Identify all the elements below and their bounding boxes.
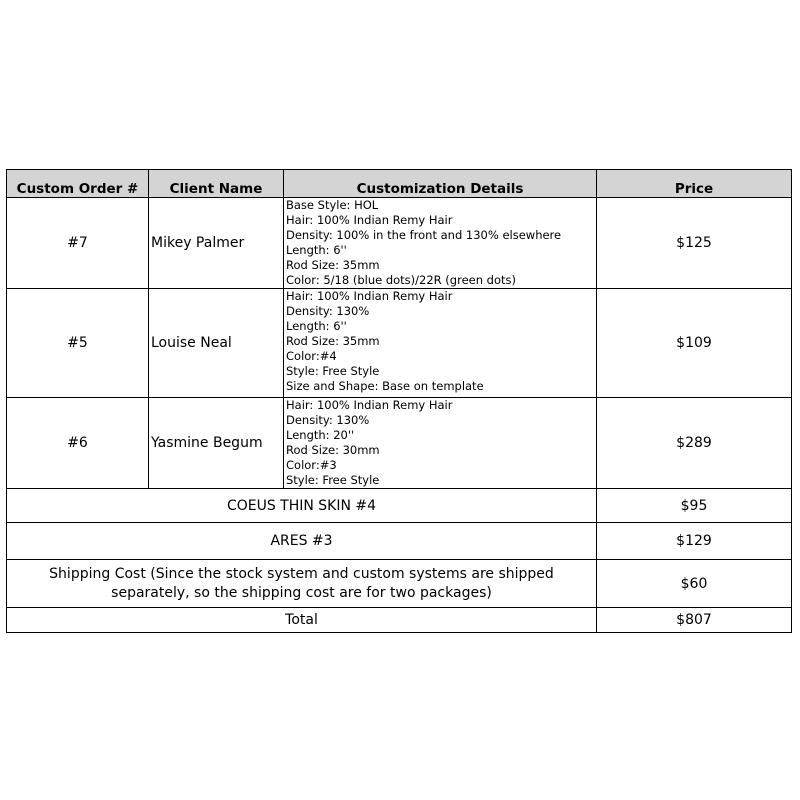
total-price: $807: [597, 608, 792, 633]
detail-line: Density: 130%: [286, 413, 370, 427]
detail-line: Style: Free Style: [286, 473, 380, 487]
detail-line: Rod Size: 35mm: [286, 334, 380, 348]
client-name: Louise Neal: [149, 289, 284, 398]
table-row: [7, 198, 792, 289]
detail-line: Base Style: HOL: [286, 198, 379, 212]
detail-line: Color:#3: [286, 458, 337, 472]
price-cell: $129: [597, 523, 792, 560]
shipping-cost-label: Shipping Cost (Since the stock system and custom systems are shipped separately, so the shipping cost are for two packages): [7, 560, 597, 608]
price-cell: $109: [597, 289, 792, 398]
price-cell: $289: [597, 398, 792, 489]
stock-item-label: COEUS THIN SKIN #4: [7, 489, 597, 523]
customization-details: [284, 289, 597, 398]
header-custom-order: Custom Order #: [7, 170, 149, 198]
table-row: [7, 289, 792, 398]
detail-line: Hair: 100% Indian Remy Hair: [286, 213, 453, 227]
price-cell: $95: [597, 489, 792, 523]
detail-line: Length: 20'': [286, 428, 355, 442]
stock-item-label: ARES #3: [7, 523, 597, 560]
detail-line: Density: 100% in the front and 130% elsewhere: [286, 228, 562, 242]
order-number: #7: [7, 198, 149, 289]
order-number: #6: [7, 398, 149, 489]
header-price: Price: [597, 170, 792, 198]
header-client-name: Client Name: [149, 170, 284, 198]
table-row: [7, 489, 792, 523]
detail-line: Rod Size: 35mm: [286, 258, 380, 272]
order-spreadsheet: [6, 169, 791, 631]
total-label: Total: [7, 608, 597, 633]
price-cell: $125: [597, 198, 792, 289]
shipping-row: [7, 560, 792, 608]
header-customization-details: Customization Details: [284, 170, 597, 198]
client-name: Mikey Palmer: [149, 198, 284, 289]
table-row: [7, 523, 792, 560]
detail-line: Hair: 100% Indian Remy Hair: [286, 289, 453, 303]
detail-line: Size and Shape: Base on template: [286, 379, 484, 393]
header-row: [7, 170, 792, 198]
detail-line: Style: Free Style: [286, 364, 380, 378]
detail-line: Color: 5/18 (blue dots)/22R (green dots): [286, 273, 516, 287]
detail-line: Length: 6'': [286, 319, 347, 333]
detail-line: Length: 6'': [286, 243, 347, 257]
table-row: [7, 398, 792, 489]
detail-line: Hair: 100% Indian Remy Hair: [286, 398, 453, 412]
detail-line: Color:#4: [286, 349, 337, 363]
customization-details: [284, 198, 597, 289]
detail-line: Rod Size: 30mm: [286, 443, 380, 457]
detail-line: Density: 130%: [286, 304, 370, 318]
order-table: [6, 169, 792, 633]
total-row: [7, 608, 792, 633]
customization-details: [284, 398, 597, 489]
shipping-price: $60: [597, 560, 792, 608]
order-number: #5: [7, 289, 149, 398]
client-name: Yasmine Begum: [149, 398, 284, 489]
